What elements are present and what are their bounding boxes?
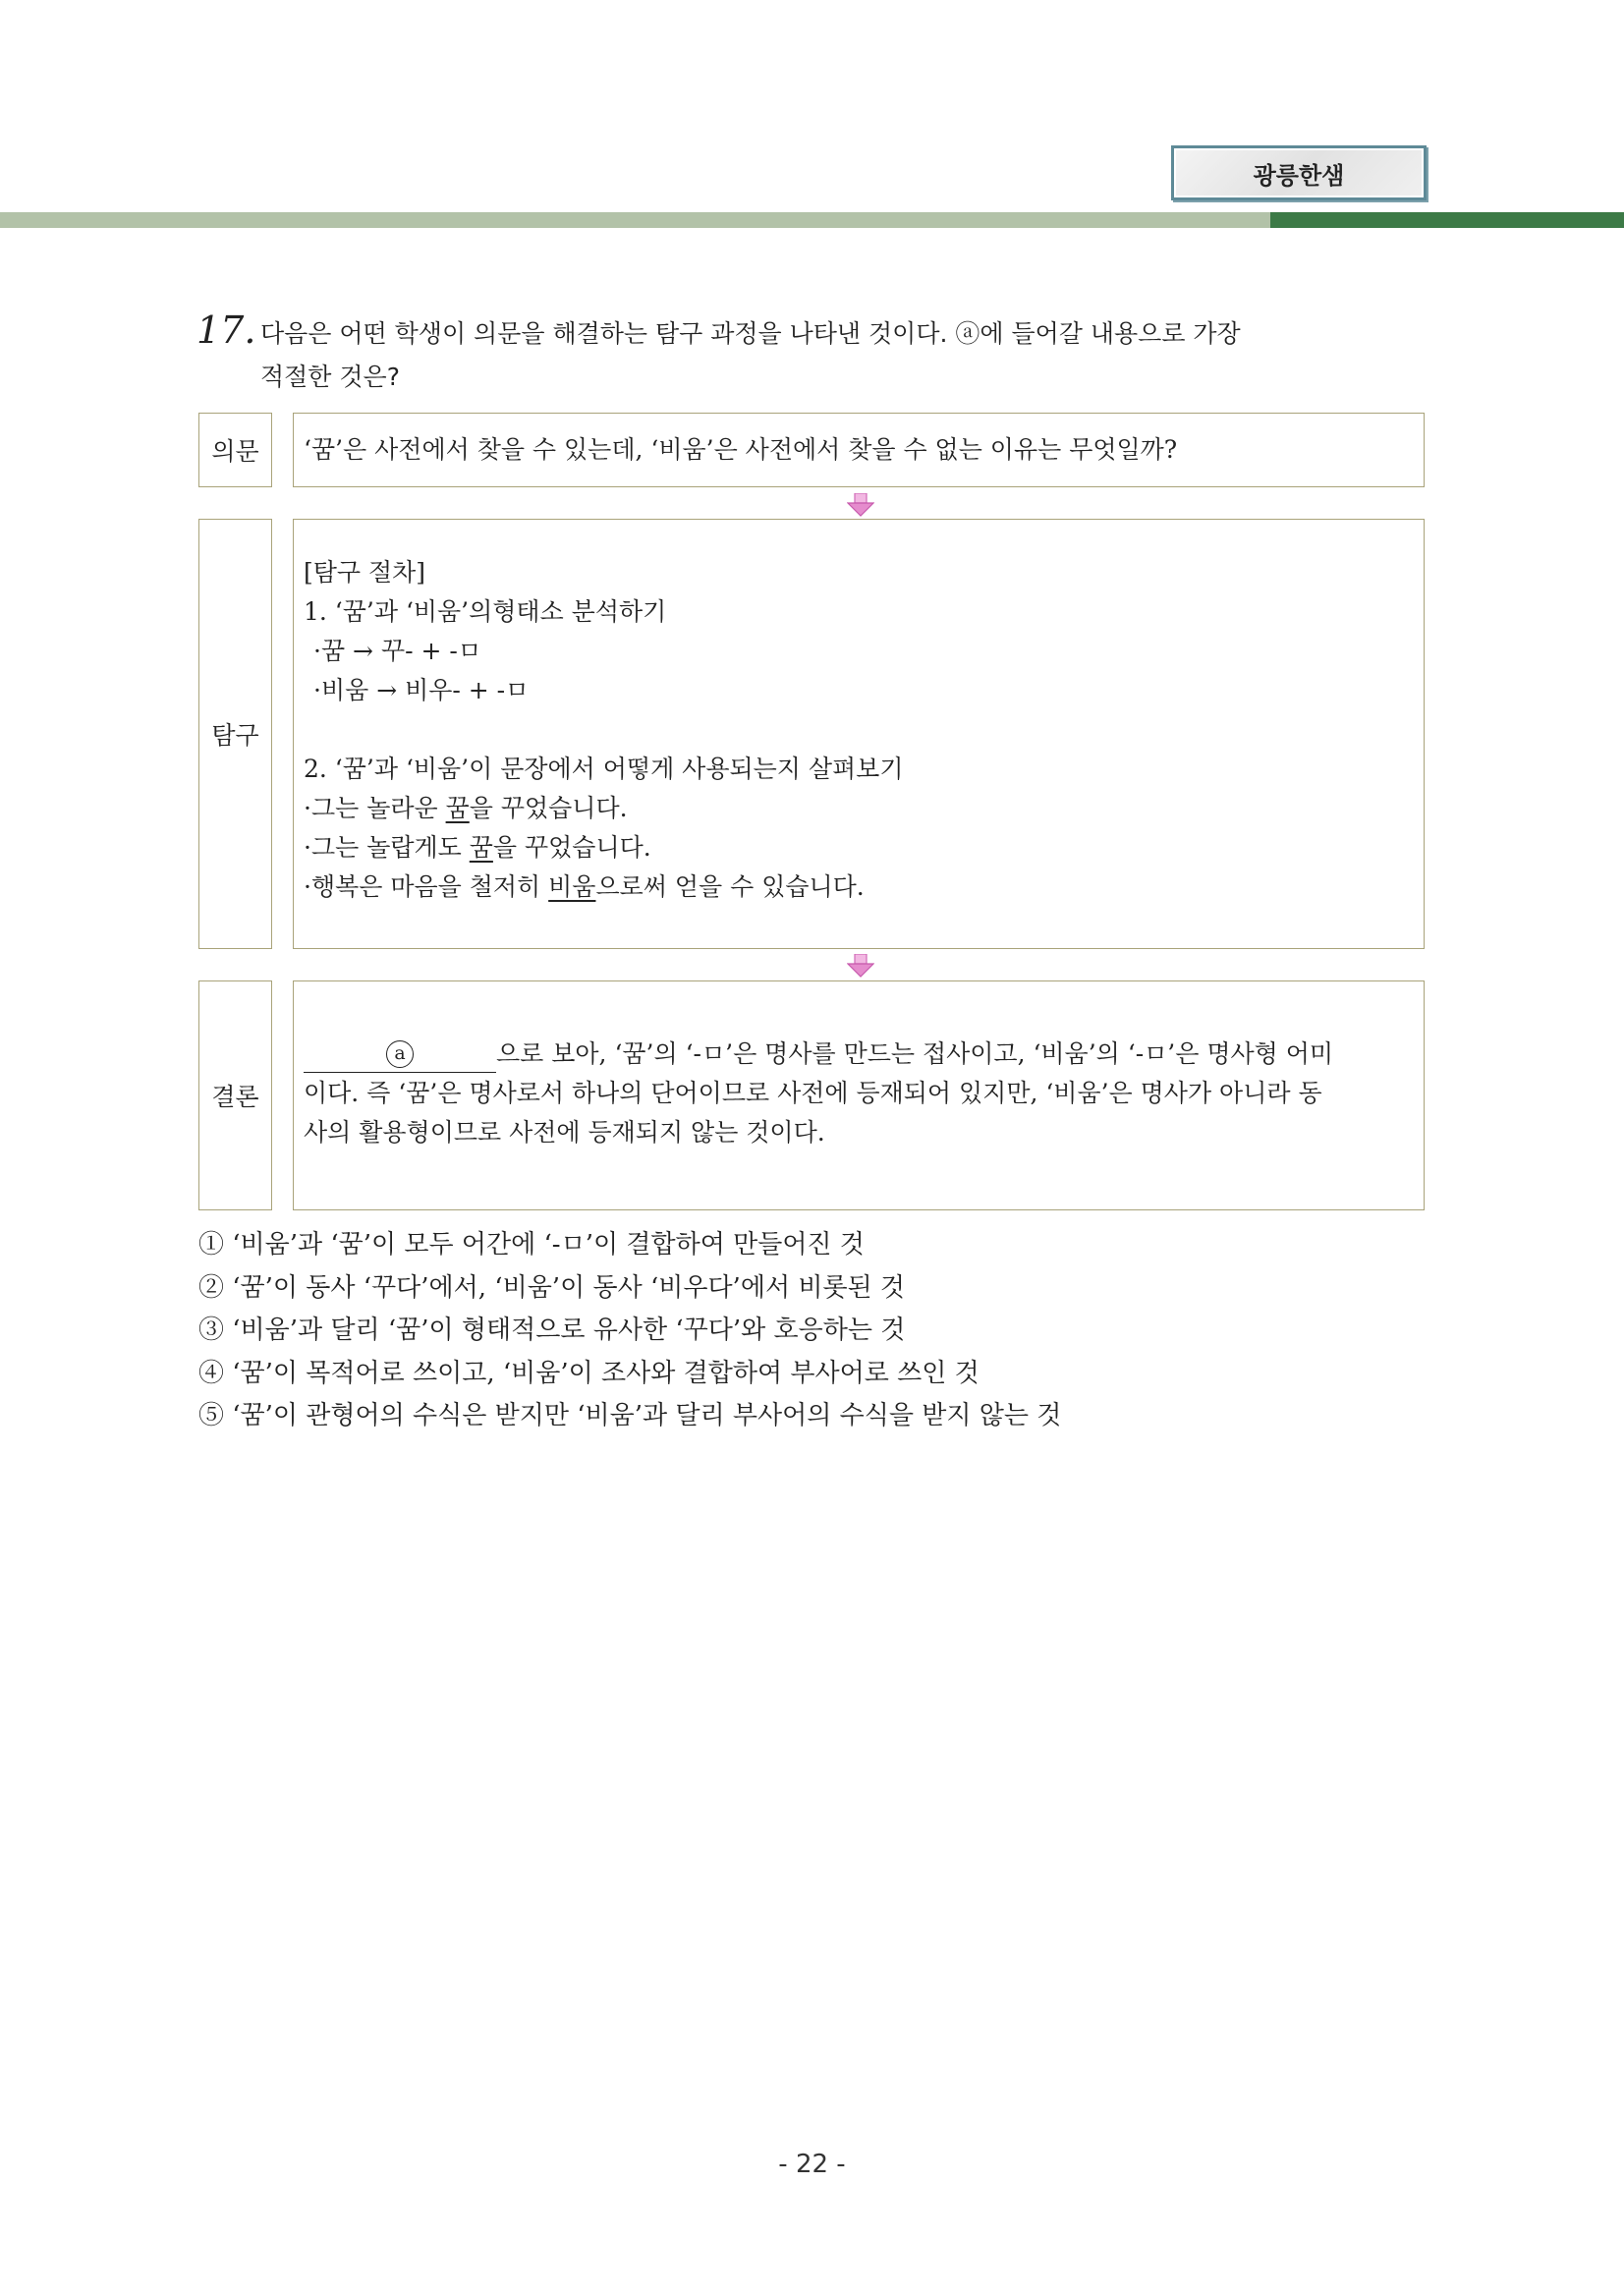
question-stem <box>260 312 1429 399</box>
question-content-box <box>293 413 1425 487</box>
page-number: - 22 - <box>778 2150 846 2179</box>
inquiry-step2: 2. ‘꿈’과 ‘비움’이 문장에서 어떻게 사용되는지 살펴보기 <box>304 755 904 783</box>
question-stem-line2: 적절한 것은? <box>260 363 400 391</box>
down-arrow-icon <box>847 954 874 978</box>
inquiry-step1: 1. ‘꿈’과 ‘비움’의형태소 분석하기 <box>304 597 667 626</box>
question-text: ‘꿈’은 사전에서 찾을 수 있는데, ‘비움’은 사전에서 찾을 수 없는 이유는 무엇일까? <box>304 435 1178 464</box>
inquiry-label: 탐구 <box>211 721 259 750</box>
inquiry-example-2: ·그는 놀랍게도 꿈을 꾸었습니다. <box>304 833 651 862</box>
answer-choices <box>198 1224 1427 1438</box>
conclusion-label: 결론 <box>211 1083 259 1111</box>
choice-1[interactable]: ① ‘비움’과 ‘꿈’이 모두 어간에 ‘-ㅁ’이 결합하여 만들어진 것 <box>198 1230 865 1260</box>
header-badge-label: 광릉한샘 <box>1253 161 1345 190</box>
conclusion-content-box <box>293 980 1425 1210</box>
blank-marker: a <box>386 1040 414 1068</box>
choice-3[interactable]: ③ ‘비움’과 달리 ‘꿈’이 형태적으로 유사한 ‘꾸다’와 호응하는 것 <box>198 1316 906 1345</box>
conclusion-line3: 사의 활용형이므로 사전에 등재되지 않는 것이다. <box>304 1118 825 1147</box>
conclusion-line2: 이다. 즉 ‘꿈’은 명사로서 하나의 단어이므로 사전에 등재되어 있지만, ‘비움’은 명사가 아니라 동 <box>304 1079 1322 1107</box>
underlined-word: 비움 <box>548 872 596 901</box>
header-badge <box>1171 145 1427 200</box>
conclusion-line1: a 으로 보아, ‘꿈’의 ‘-ㅁ’은 명사를 만드는 접사이고, ‘비움’의 ‘-ㅁ’은 명사형 어미 <box>304 1035 1414 1074</box>
choice-5[interactable]: ⑤ ‘꿈’이 관형어의 수식은 받지만 ‘비움’과 달리 부사어의 수식을 받지 않는 것 <box>198 1401 1062 1430</box>
down-arrow-icon <box>847 493 874 517</box>
underlined-word: 꿈 <box>445 794 470 822</box>
conclusion-label-box <box>198 980 272 1210</box>
inquiry-step1-b: ·비움 → 비우- + -ㅁ <box>313 676 530 704</box>
inquiry-example-3: ·행복은 마음을 철저히 비움으로써 얻을 수 있습니다. <box>304 872 865 901</box>
question-stem-line1: 다음은 어떤 학생이 의문을 해결하는 탐구 과정을 나타낸 것이다. ⓐ에 들어갈 내용으로 가장 <box>260 319 1241 348</box>
inquiry-step1-a: ·꿈 → 꾸- + -ㅁ <box>313 637 481 665</box>
question-label-box <box>198 413 272 487</box>
answer-blank <box>304 1039 496 1073</box>
inquiry-example-1: ·그는 놀라운 꿈을 꾸었습니다. <box>304 794 628 822</box>
header-divider-accent <box>1270 212 1624 228</box>
choice-2[interactable]: ② ‘꿈’이 동사 ‘꾸다’에서, ‘비움’이 동사 ‘비우다’에서 비롯된 것 <box>198 1272 906 1303</box>
underlined-word: 꿈 <box>469 833 493 862</box>
inquiry-heading: [탐구 절차] <box>304 558 426 587</box>
question-label: 의문 <box>211 437 259 466</box>
question-number: 17. <box>196 308 256 352</box>
inquiry-content-box <box>293 519 1425 949</box>
inquiry-label-box <box>198 519 272 949</box>
choice-4[interactable]: ④ ‘꿈’이 목적어로 쓰이고, ‘비움’이 조사와 결합하여 부사어로 쓰인 것 <box>198 1358 980 1388</box>
